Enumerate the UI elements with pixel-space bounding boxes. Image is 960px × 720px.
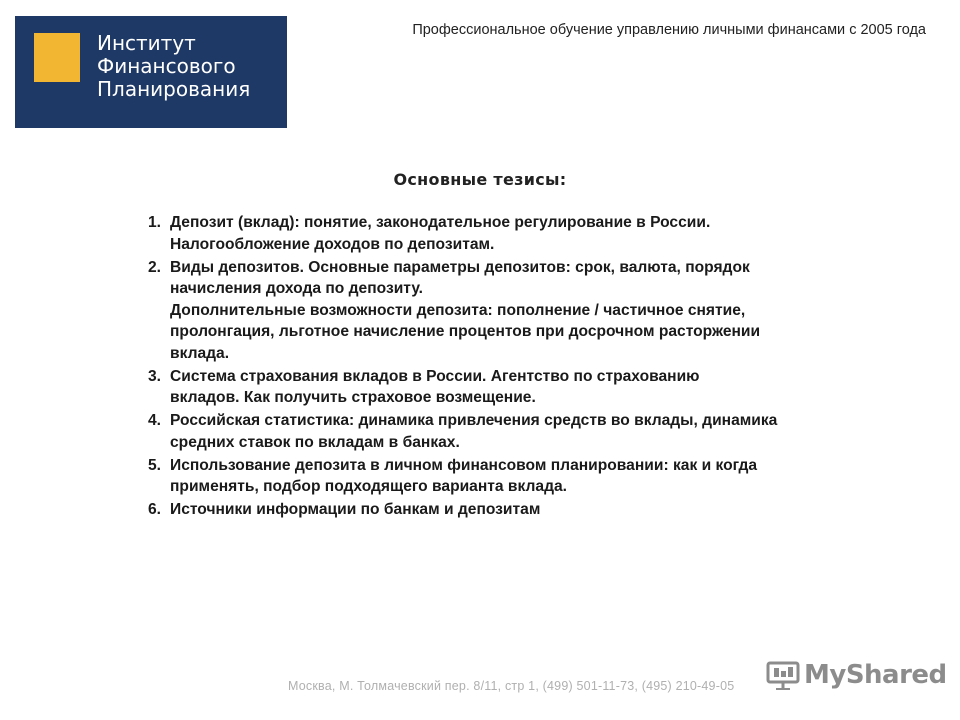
logo-line-1: Институт xyxy=(97,31,196,55)
thesis-number: 3. xyxy=(148,367,162,385)
thesis-line: Использование депозита в личном финансовом планировании: как и когда xyxy=(170,456,758,474)
thesis-number: 4. xyxy=(148,412,162,429)
thesis-line: вклада. xyxy=(170,344,230,362)
thesis-line: Виды депозитов. Основные параметры депозитов: срок, валюта, порядок xyxy=(170,258,750,276)
thesis-item-4 xyxy=(148,410,908,453)
thesis-item-3 xyxy=(148,366,908,409)
thesis-item-5 xyxy=(148,455,908,498)
thesis-list xyxy=(148,212,908,522)
thesis-line: Источники информации по банкам и депозитам xyxy=(170,501,541,518)
logo-text xyxy=(97,32,250,101)
thesis-line: применять, подбор подходящего варианта вклада. xyxy=(170,478,567,495)
thesis-line: Дополнительные возможности депозита: пополнение / частичное снятие, xyxy=(170,301,746,319)
logo-line-2: Финансового xyxy=(97,54,236,78)
thesis-line: средних ставок по вкладам в банках. xyxy=(170,433,460,451)
thesis-line: вкладов. Как получить страховое возмещение. xyxy=(170,389,536,406)
logo-square-icon xyxy=(34,33,80,82)
thesis-number: 6. xyxy=(148,501,162,518)
thesis-line: Российская статистика: динамика привлечения средств во вклады, динамика xyxy=(170,412,778,429)
watermark-text: MyShared xyxy=(804,660,947,690)
thesis-item-2 xyxy=(148,257,908,365)
thesis-line: начисления дохода по депозиту. xyxy=(170,280,423,297)
thesis-line: Депозит (вклад): понятие, законодательное регулирование в России. xyxy=(170,214,711,231)
thesis-item-1 xyxy=(148,212,908,255)
thesis-line: Налогообложение доходов по депозитам. xyxy=(170,235,495,253)
footer-address: Москва, М. Толмачевский пер. 8/11, стр 1, (499) 501-11-73, (495) 210-49-05 xyxy=(288,679,735,693)
thesis-line: пролонгация, льготное начисление процентов при досрочном расторжении xyxy=(170,323,761,340)
thesis-line: Система страхования вкладов в России. Агентство по страхованию xyxy=(170,367,700,385)
thesis-number: 1. xyxy=(148,214,162,231)
institute-logo xyxy=(15,16,287,128)
thesis-number: 2. xyxy=(148,258,162,276)
logo-line-3: Планирования xyxy=(97,77,251,101)
myshared-watermark[interactable] xyxy=(766,657,947,693)
presentation-board-icon xyxy=(766,660,800,690)
thesis-number: 5. xyxy=(148,456,162,474)
thesis-item-6 xyxy=(148,499,908,521)
header-tagline: Профессиональное обучение управлению личными финансами с 2005 года xyxy=(412,22,926,38)
section-title: Основные тезисы: xyxy=(393,170,567,189)
